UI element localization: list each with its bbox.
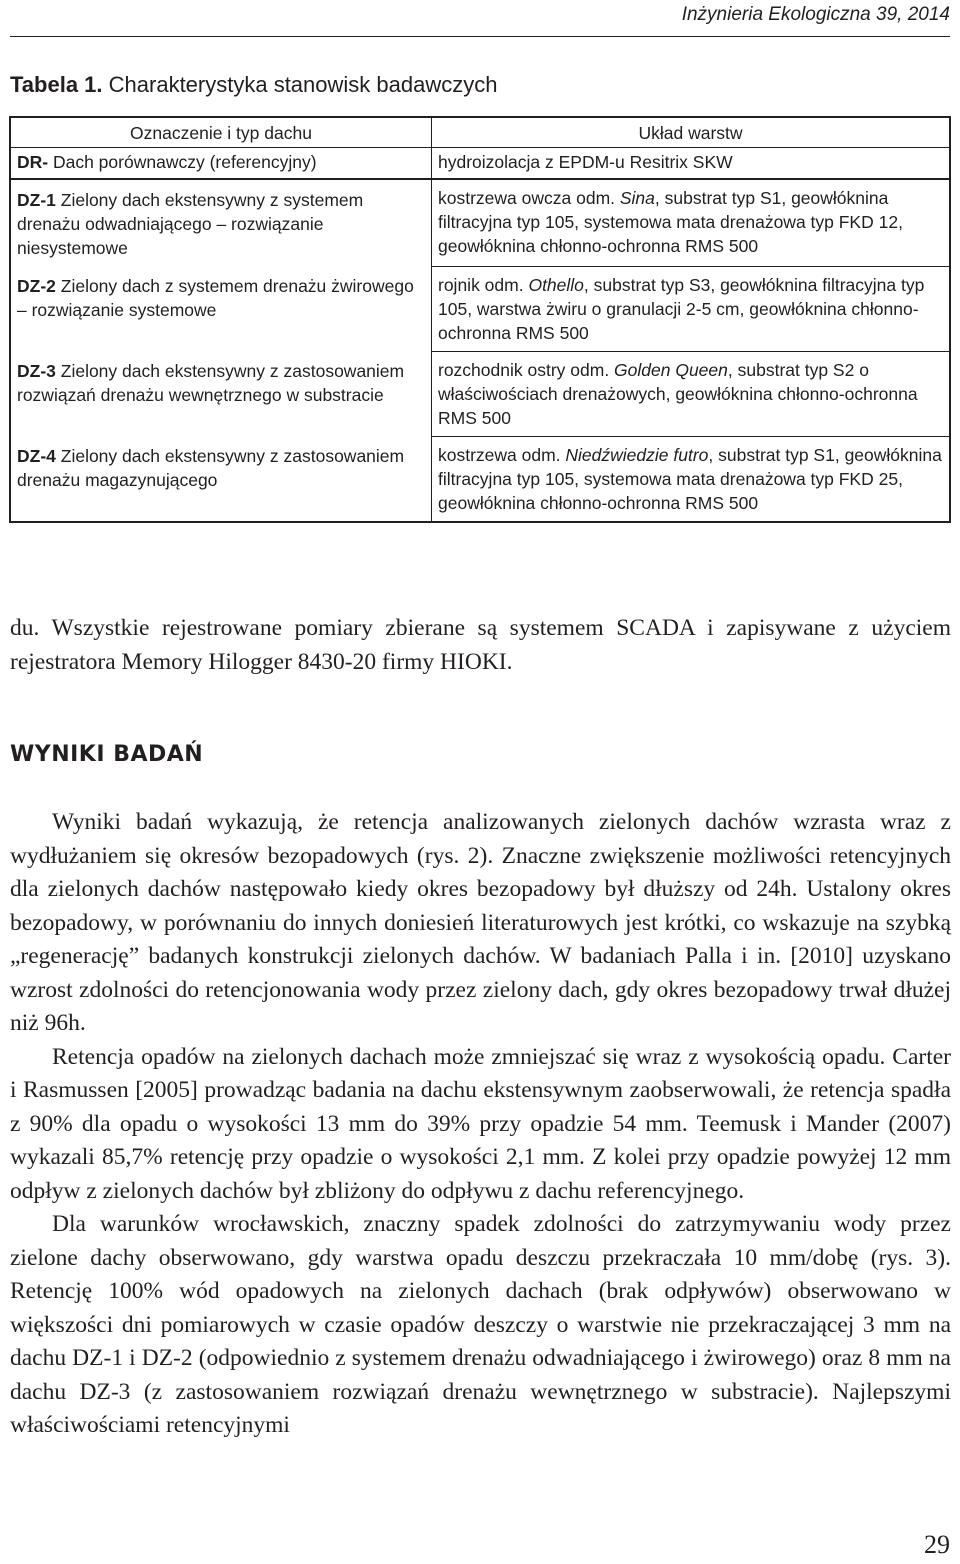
roof-code: DZ-2 (17, 276, 56, 296)
section-heading: WYNIKI BADAŃ (10, 742, 204, 767)
table-row (10, 148, 950, 180)
research-sites-table (9, 116, 951, 523)
roof-type-cell (10, 179, 432, 266)
results-text (10, 806, 951, 1443)
roof-code: DR- (17, 152, 49, 172)
layers-text: rozchodnik ostry odm. (438, 359, 615, 380)
roof-code: DZ-3 (17, 361, 56, 381)
table-caption-label: Tabela 1. (10, 72, 103, 97)
roof-type-cell (10, 436, 432, 522)
table-row (10, 351, 950, 436)
roof-description: Zielony dach ekstensywny z zastosowaniem rozwiązań drenażu wewnętrznego w substracie (17, 361, 405, 405)
roof-type-cell (10, 351, 432, 436)
roof-code: DZ-1 (17, 190, 56, 210)
results-paragraph: Dla warunków wrocławskich, znaczny spadek zdolności do zatrzymywaniu wody przez zielone dachy obserwowano, gdy warstwa opadu deszczu przekraczała 10 mm/dobę (rys. 3). Retencję 100% wód opadowych na zielonych dachach (brak odpływów) obserwowano w większości dni pomiarowych w czasie opadów deszczy o warstwie nie przekraczającej 3 mm na dachu DZ-1 i DZ-2 (odpowiednio z systemem drenażu odwadniającego i żwirowego) oraz 8 mm na dachu DZ-3 (z zastosowaniem rozwiązań drenażu wewnętrznego w substracie). Najlepszymi właściwościami retencyjnymi (10, 1211, 951, 1438)
layers-text: rojnik odm. (438, 274, 529, 295)
table-caption (10, 72, 497, 98)
roof-code: DZ-4 (17, 446, 56, 466)
table-row (10, 266, 950, 351)
layers-cell (432, 436, 951, 522)
journal-header: Inżynieria Ekologiczna 39, 2014 (681, 4, 950, 25)
col2-header: Układ warstw (432, 117, 951, 148)
roof-description: Dach porównawczy (referencyjny) (48, 152, 317, 172)
layers-cell (432, 179, 951, 266)
roof-description: Zielony dach z systemem drenażu żwirowego – rozwiązanie systemowe (17, 276, 414, 320)
table-caption-text: Charakterystyka stanowisk badawczych (102, 72, 498, 97)
table-row (10, 436, 950, 522)
roof-description: Zielony dach ekstensywny z systemem drenażu odwadniającego – rozwiązanie niesystemowe (17, 190, 364, 258)
plant-variety: Golden Queen (614, 359, 728, 380)
layers-cell (432, 266, 951, 351)
plant-variety: Othello (528, 274, 584, 295)
layers-text-rest: , substrat typ S1, geowłóknina filtracyjna typ 105, systemowa mata drenażowa typ FKD 25, geowłóknina chłonno-ochronna RMS 500 (438, 444, 942, 513)
intro-text (10, 612, 951, 679)
header-rule (10, 36, 950, 37)
layers-cell (432, 351, 951, 436)
page-number: 29 (924, 1530, 950, 1559)
plant-variety: Sina (619, 188, 655, 208)
layers-text: kostrzewa odm. (438, 444, 566, 465)
layers-text-rest: , substrat typ S3, geowłóknina filtracyjna typ 105, warstwa żwiru o granulacji 2-5 cm, geowłóknina chłonno-ochronna RMS 500 (438, 274, 925, 343)
col1-header: Oznaczenie i typ dachu (10, 117, 432, 148)
intro-paragraph: du. Wszystkie rejestrowane pomiary zbierane są systemem SCADA i zapisywane z użyciem rejestratora Memory Hilogger 8430-20 firmy HIOKI. (10, 615, 951, 675)
table-header-row (10, 117, 950, 148)
table-row (10, 179, 950, 266)
roof-description: Zielony dach ekstensywny z zastosowaniem drenażu magazynującego (17, 446, 405, 490)
layers-text-rest: , substrat typ S1, geowłóknina filtracyjna typ 105, systemowa mata drenażowa typ FKD 12, geowłóknina chłonno-ochronna RMS 500 (438, 188, 903, 256)
layers-cell (432, 148, 951, 180)
plant-variety: Niedźwiedzie futro (565, 444, 709, 465)
roof-type-cell (10, 148, 432, 180)
results-paragraph: Retencja opadów na zielonych dachach może zmniejszać się wraz z wysokością opadu. Carter i Rasmussen [2005] prowadząc badania na dachu ekstensywnym zaobserwowali, że retencja spadła z 90% dla opadu o wysokości 13 mm do 39% przy opadzie 54 mm. Teemusk i Mander (2007) wykazali 85,7% retencję przy opadzie o wysokości 2,1 mm. Z kolei przy opadzie powyżej 12 mm odpływ z zielonych dachów był zbliżony do odpływu z dachu referencyjnego. (10, 1043, 951, 1204)
results-paragraph: Wyniki badań wykazują, że retencja analizowanych zielonych dachów wzrasta wraz z wydłużaniem się okresów bezopadowych (rys. 2). Znaczne zwiększenie możliwości retencyjnych dla zielonych dachów następowało kiedy okres bezopadowy był dłuższy od 24h. Ustalony okres bezopadowy, w porównaniu do innych doniesień literaturowych jest krótki, co wskazuje na szybką „regenerację” badanych konstrukcji zielonych dachów. W badaniach Palla i in. [2010] uzyskano wzrost zdolności do retencjonowania wody przez zielony dach, gdy okres bezopadowy trwał dłużej niż 96h. (10, 809, 951, 1036)
layers-text-rest: , substrat typ S2 o właściwościach drenażowych, geowłóknina chłonno-ochronna RMS 500 (438, 359, 918, 428)
layers-text: kostrzewa owcza odm. (438, 188, 620, 208)
roof-type-cell (10, 266, 432, 351)
layers-text: hydroizolacja z EPDM-u Resitrix SKW (438, 152, 733, 172)
